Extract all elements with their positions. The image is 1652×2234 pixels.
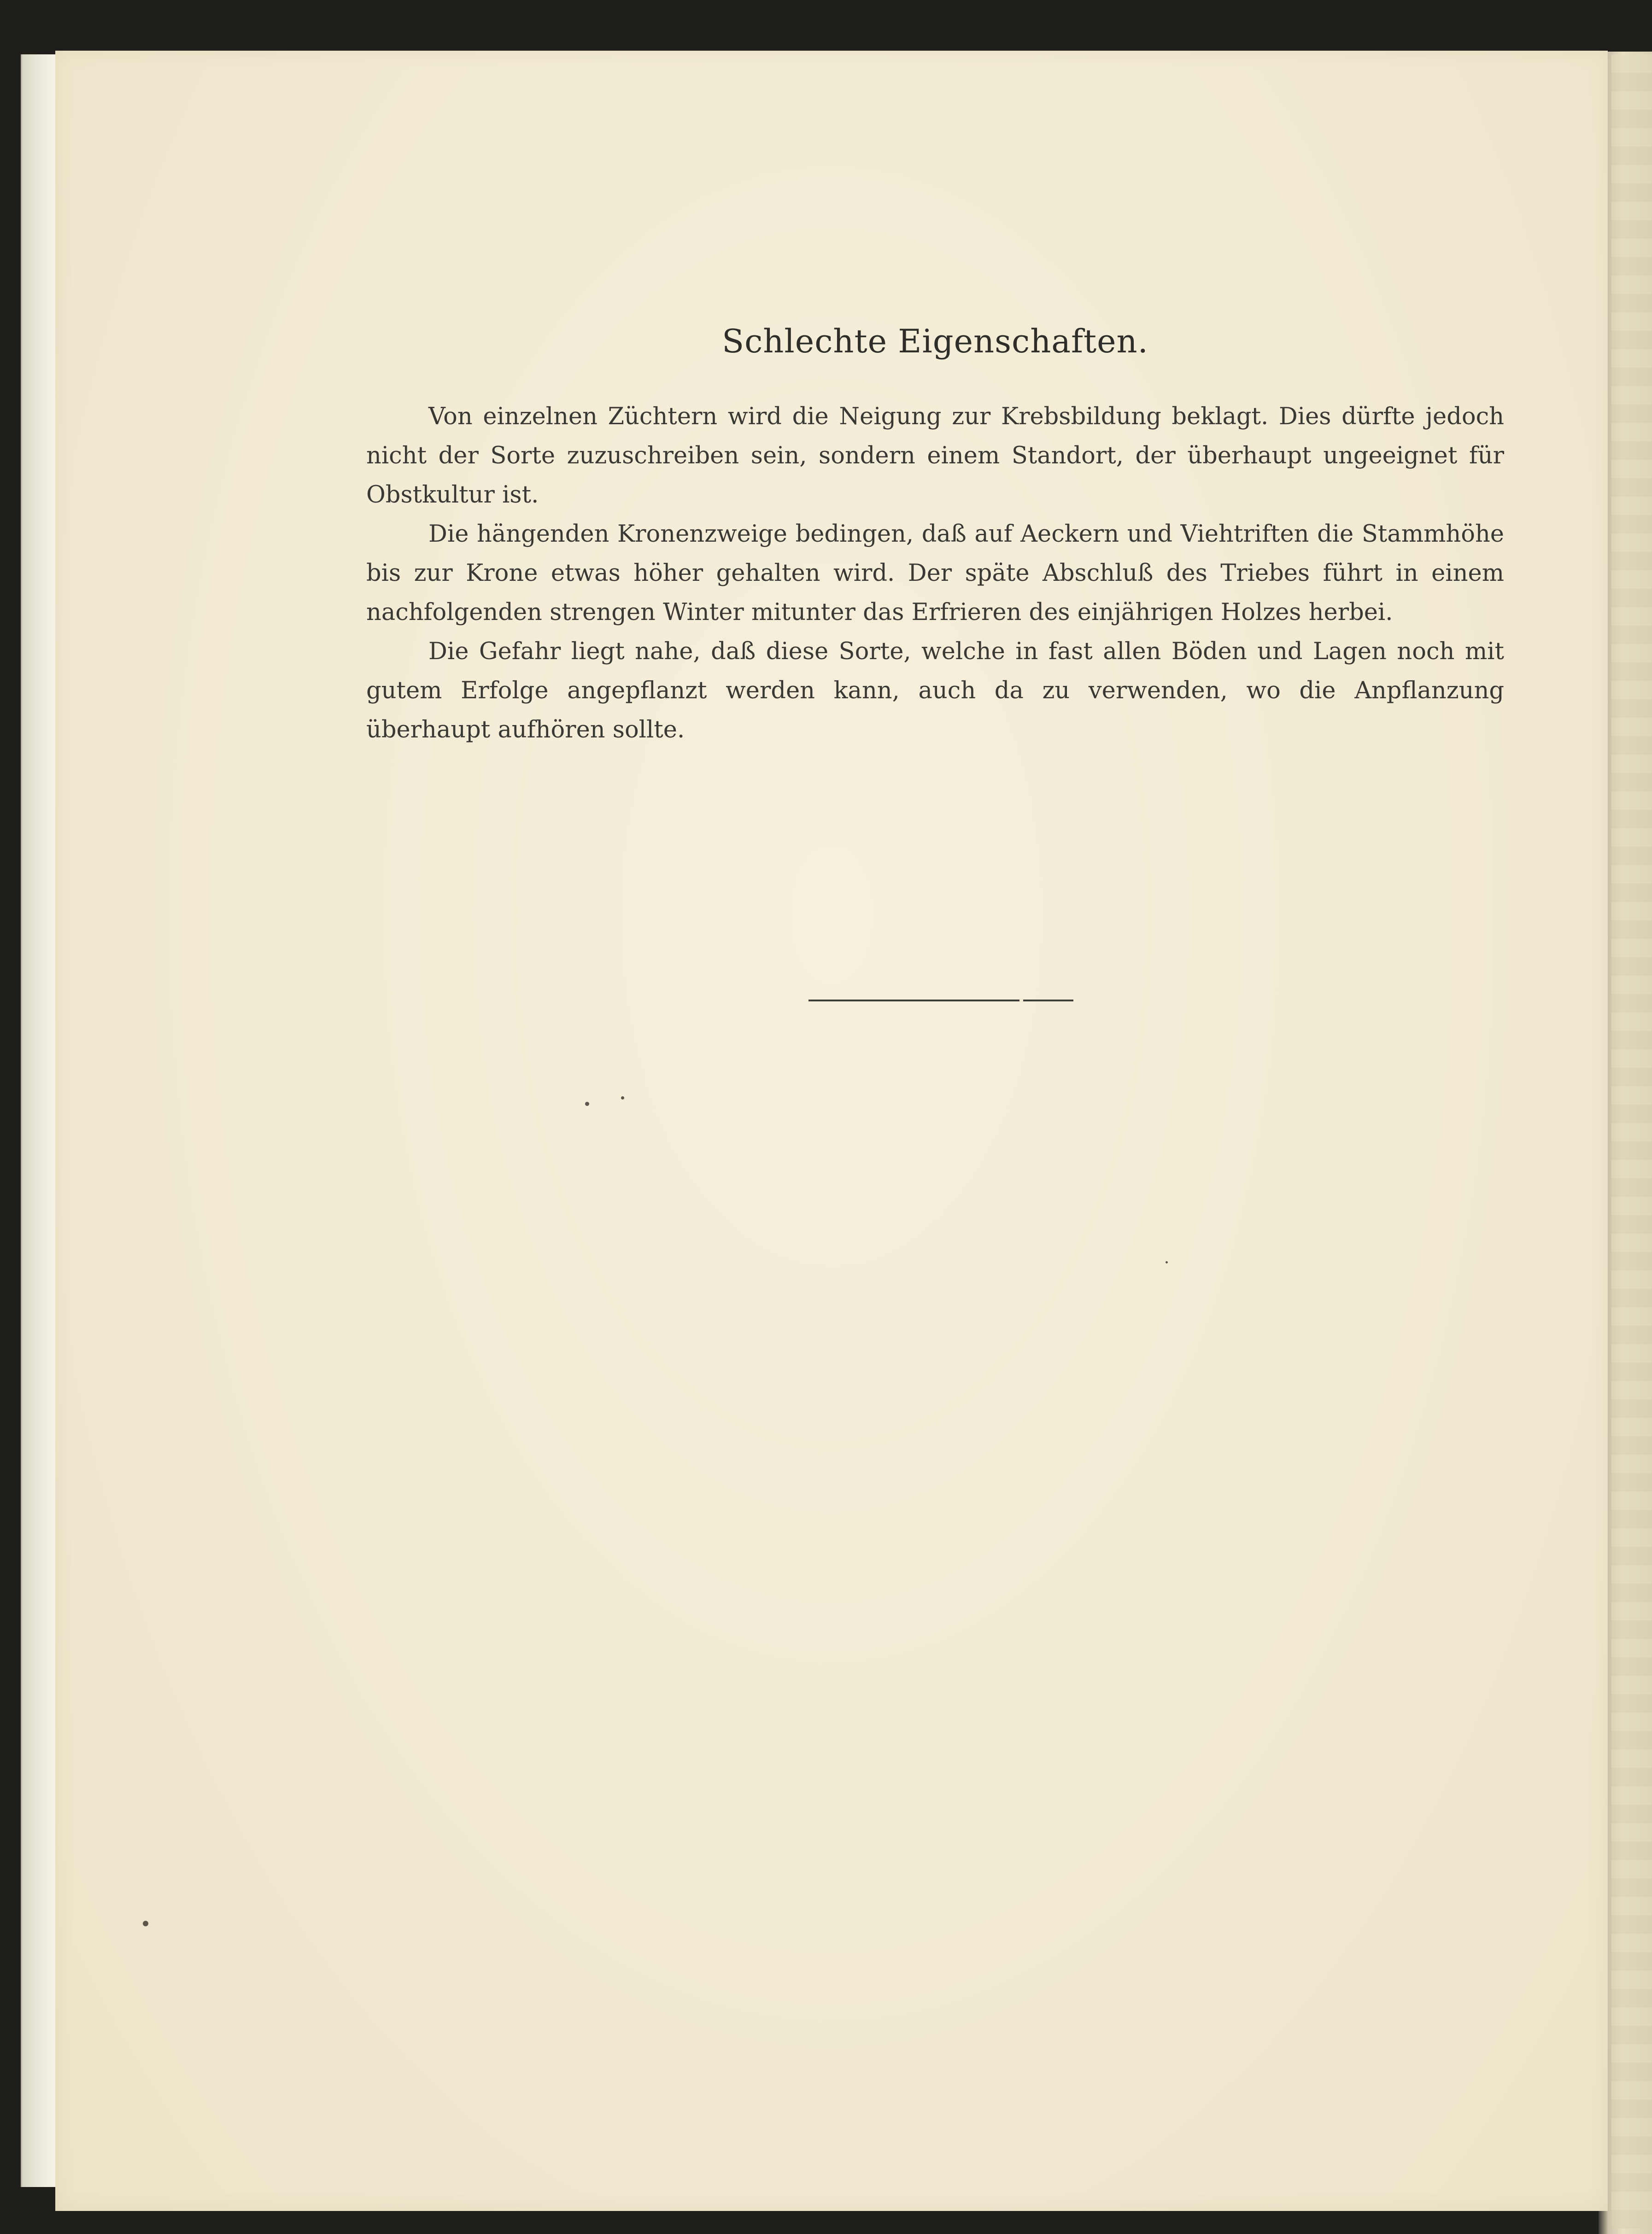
- paper-speck: [585, 1102, 589, 1106]
- paragraph-3: Die Gefahr liegt nahe, daß diese Sorte, welche in fast allen Böden und Lagen noch mit gutem Erfolge angepflanzt werden kann, auch da zu verwenden, wo die Anpflanzung überhaupt aufhören sollte.: [366, 638, 1504, 743]
- paragraph-2: Die hängenden Kronenzweige bedingen, daß auf Aeckern und Viehtriften die Stammhöhe bis zur Krone etwas höher gehalten wird. Der späte Abschluß des Triebes führt in einem nachfolgenden strengen Winter mitunter das Erfrieren des einjährigen Holzes herbei.: [366, 520, 1504, 626]
- horizontal-rule-gap: [1019, 999, 1023, 1002]
- page-stack-right: [1611, 54, 1652, 2228]
- paragraph-1: Von einzelnen Züchtern wird die Neigung zur Krebsbildung beklagt. Dies dürfte jedoch nicht der Sorte zuzuschreiben sein, sondern einem Standort, der überhaupt ungeeignet für Obstkultur ist.: [366, 403, 1504, 509]
- document-page: [55, 51, 1608, 2211]
- paper-speck: [1166, 1261, 1168, 1263]
- section-heading: Schlechte Eigenschaften.: [722, 322, 1148, 360]
- paper-speck: [621, 1096, 624, 1099]
- page-content: [366, 322, 1504, 749]
- paper-speck: [143, 1921, 148, 1926]
- horizontal-rule: [808, 1000, 1073, 1001]
